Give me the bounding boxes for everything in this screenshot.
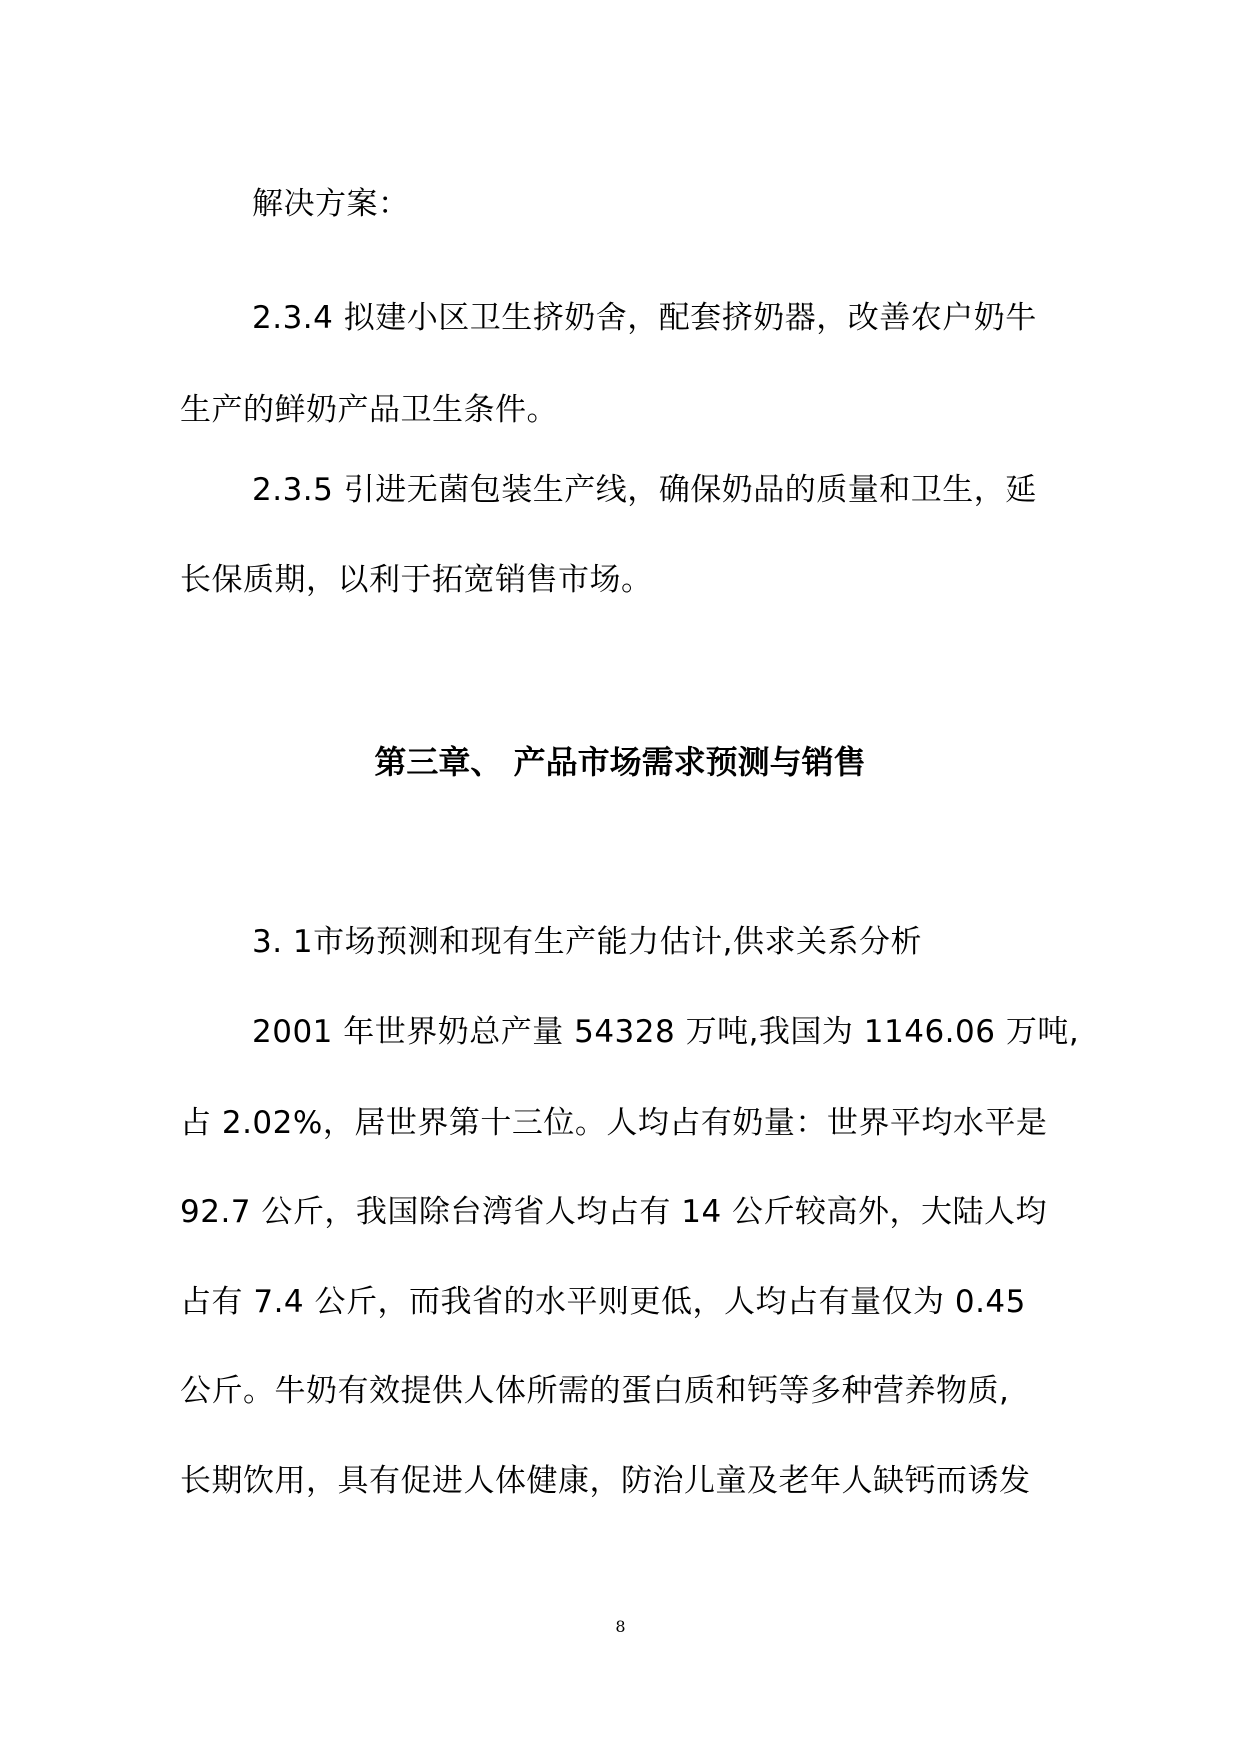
paragraph-2-3-5-line-2: 长保质期，以利于拓宽销售市场。 (180, 562, 653, 598)
body-line-1: 2001 年世界奶总产量 54328 万吨,我国为 1146.06 万吨, (252, 1014, 1080, 1050)
body-line-5: 公斤。牛奶有效提供人体所需的蛋白质和钙等多种营养物质, (180, 1373, 1010, 1409)
body-line-4: 占有 7.4 公斤，而我省的水平则更低，人均占有量仅为 0.45 (180, 1284, 1026, 1320)
body-line-3: 92.7 公斤，我国除台湾省人均占有 14 公斤较高外，大陆人均 (180, 1194, 1048, 1230)
paragraph-solution-heading: 解决方案： (252, 186, 410, 222)
body-line-2: 占 2.02%，居世界第十三位。人均占有奶量：世界平均水平是 (180, 1105, 1048, 1141)
paragraph-2-3-5-line-1: 2.3.5 引进无菌包装生产线，确保奶品的质量和卫生，延 (252, 472, 1037, 508)
chapter-heading: 第三章、 产品市场需求预测与销售 (374, 743, 866, 781)
paragraph-2-3-4-line-1: 2.3.4 拟建小区卫生挤奶舍，配套挤奶器，改善农户奶牛 (252, 300, 1037, 336)
page-number: 8 (615, 1617, 626, 1636)
paragraph-2-3-4-line-2: 生产的鲜奶产品卫生条件。 (180, 392, 558, 428)
body-line-6: 长期饮用，具有促进人体健康，防治儿童及老年人缺钙而诱发 (180, 1463, 1031, 1499)
section-title: 3. 1市场预测和现有生产能力估计,供求关系分析 (252, 924, 923, 960)
